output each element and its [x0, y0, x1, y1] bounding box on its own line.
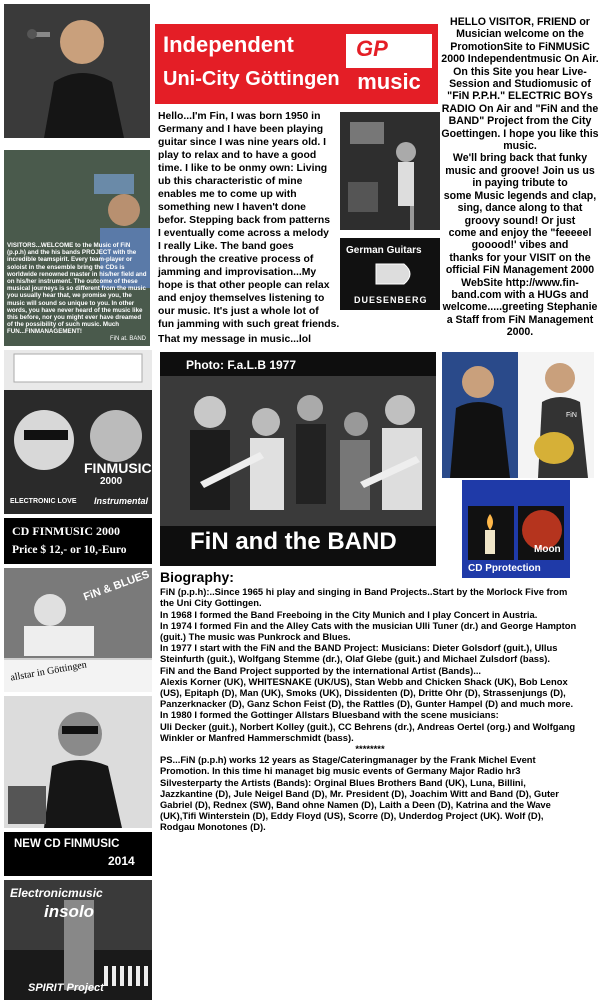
live-stage-photo [340, 112, 440, 230]
banner-line2: Uni-City Göttingen [163, 68, 340, 90]
gp-music-logo [346, 34, 432, 96]
welcome-line: We'll bring back that funky music and groove! Join us us in paying tribute to [445, 152, 595, 190]
blues-label: FiN & BLUES [82, 568, 152, 604]
logo-word: music [346, 68, 432, 96]
finmusic-cd-cover [4, 350, 152, 514]
welcome-line: thanks for your VISIT on the official FiN Management 2000 WebSite http://www.fin-band.com with a HUGs and welcome.....greeting Stephanie a Staff from FiN Management 2000. [442, 251, 598, 339]
bio-paragraph: PS...FiN (p.p.h) works 12 years as Stage/Cateringmanager by the Frank Michel Event Promotion. In this time hi managet big music events of Germany Major Radio hr3 Silvesterparty the Artists (Bands): Orginal Blues Brothers Band (UK), Luna, Billini, Jazzkantine (D), Jule Neigel Band (D), Mr. President (D), Joachim Witt and Band (D), Guter Gabriel (D), Rednex (SW), Band ohne Namen (D), Laith a Deen (D), Katrina and the Wave (UK),Tifi Winterstein (D), Eddy Floyd (US), Scorre (D), Underdog Project (UK). Wolf (D), Rodgau Monotones (D). [160, 754, 559, 833]
bio-paragraph: In 1968 I formed the Band Freeboing in the City Munich and I play Concert in Austria. [160, 608, 538, 620]
bio-paragraph: FiN (p.p.h):..Since 1965 hi play and singing in Band Projects..Start by the Morlock Five from the Uni City Gottingen. [160, 586, 568, 609]
bio-paragraph: In 1977 I start with the FiN and the BAND Project: Musicians: Dieter Golsdorf (guit.), Ullus Steinfurth (guit.), Wolfgang Stemme (dr.), Olaf Glebe (guit.) and Michael Zulsdorf (bass). [160, 642, 558, 665]
electro-title: Electronicmusic [10, 886, 103, 900]
welcome-line: some Music legends and clap, sing, dance along to that groovy sound! Or just [443, 189, 597, 227]
intro-section [158, 110, 440, 346]
guitars-label: German Guitars [346, 245, 422, 256]
finmusic-title: FINMUSIC [84, 460, 152, 476]
visitors-text: VISITORS...WELCOME to the Music of FiN (p.p.h) and the his bands PROJECT with the incredible teamspirit. Every team-player or soloist in the ensemble bring the CDs is worldwide renowned master in his/her field and on his/her instrument. The outcome of these musical journeys is so different from the music you usually hear that, we promise you, the music will sound so unique to you. In other words, you have never heard of the music like this before, nor you might ever have dreamed of the possibility of such music. Much FUN...FINMANAGEMENT! [7, 242, 147, 336]
cd-price-box [4, 518, 152, 564]
logo-brand: GP [356, 36, 388, 61]
bio-paragraph: FiN and the Band Project supported by the international Artist (Bands)... [160, 664, 482, 676]
singer-photo [4, 4, 150, 138]
bio-paragraph: In 1974 I formed Fin and the Alley Cats with the musician Ulli Tuner (dr.) and George Hampton (guit.) The music was Punkrock and Blues. [160, 619, 577, 643]
newcd-label: NEW CD FINMUSIC [14, 838, 120, 850]
independent-music-banner [155, 24, 438, 104]
moon-protection-cd [462, 480, 570, 578]
protection-label: CD Pprotection [468, 563, 541, 574]
bio-paragraph: In 1980 I formed the Gottinger Allstars Bluesband with the scene musicians: [160, 709, 499, 721]
blues-sub: allstar in Göttingen [9, 659, 88, 684]
spirit-project: SPIRIT Project [28, 982, 104, 994]
guitars-brand: DUESENBERG [354, 295, 428, 305]
fin-sunglasses-photo [4, 696, 152, 828]
intro-closing: That my message in music...lol [158, 334, 312, 345]
german-guitars-ad [340, 238, 440, 310]
new-cd-box [4, 832, 152, 876]
cd-title: CD FINMUSIC 2000 [12, 524, 120, 538]
visitors-signature: FiN at. BAND [109, 336, 146, 342]
biography-section [160, 569, 580, 833]
bio-separator: ******** [355, 743, 385, 755]
banner-line1: Independent [163, 32, 294, 57]
intro-text: Hello...I'm Fin, I was born 1950 in Germany and I have been playing guitar since I was nine years old. I play to relax and to have a good time. I like to be onmy own: Living ub this characteristic of mine enables me to come up with something new I haven't done befor. Stepping back from patterns I eventually come across a melody I really Like. The band goes through the creative process of jamming and improvisation...My hope is that other people can relax and enjoy themselves listening to our music. It's just a whole lot of fun jamming with such great friends. [158, 111, 340, 330]
finmusic-year: 2000 [100, 476, 123, 487]
welcome-message [440, 16, 600, 339]
visitors-welcome-panel [4, 150, 150, 346]
newcd-year: 2014 [108, 854, 135, 868]
bio-paragraph: Uli Decker (guit.), Norbert Kolley (guit.), CC Behrens (dr.), Andreas Oertel (org.) and Wolfgang Winkler or Manfred Hammerschmidt (bass). [160, 720, 576, 743]
finmusic-sub1: ELECTRONIC LOVE [10, 498, 77, 505]
biography-heading: Biography: [160, 569, 234, 585]
electronicmusic-cover [4, 880, 152, 1000]
duo-label: FiN [566, 412, 577, 419]
fin-stephanie-photo [442, 352, 594, 478]
band-caption: FiN and the BAND [190, 528, 397, 555]
electro-sub: insolo [44, 902, 95, 921]
bio-paragraph: Alexis Korner (UK), WHITESNAKE (UK/US), Stan Webb and Chicken Shack (UK), Bob Lenox (US), Epitaph (D), Man (UK), Smoks (UK), Dissidenten (D), Dritte Ohr (D), Strassenjungs (D), Panzerknacker (D), Ganz Schon Feist (D), the Rattles (D), Gunter Hampel (D) and much more. [160, 675, 574, 710]
band-photo [160, 352, 436, 566]
moon-label: Moon [534, 544, 561, 555]
welcome-line: HELLO VISITOR, FRIEND or Musician welcome on the PromotionSite to FiNMUSiC 2000 Independentmusic On Air. On this Site you hear Live-Session and Studiomusic of "FiN P.P.H." ELECTRIC BOYs RADIO On Air and "FiN and the BAND" Project from the City Goettingen. I hope you like this music. [441, 16, 599, 153]
photo-caption: Photo: F.a.L.B 1977 [186, 358, 297, 372]
fin-blues-cover [4, 568, 152, 692]
welcome-line: come and enjoy the "feeeeel gooood!' vibes and [448, 226, 592, 252]
finmusic-sub2: Instrumental [94, 496, 149, 506]
cd-price: Price $ 12,- or 10,-Euro [12, 544, 127, 556]
